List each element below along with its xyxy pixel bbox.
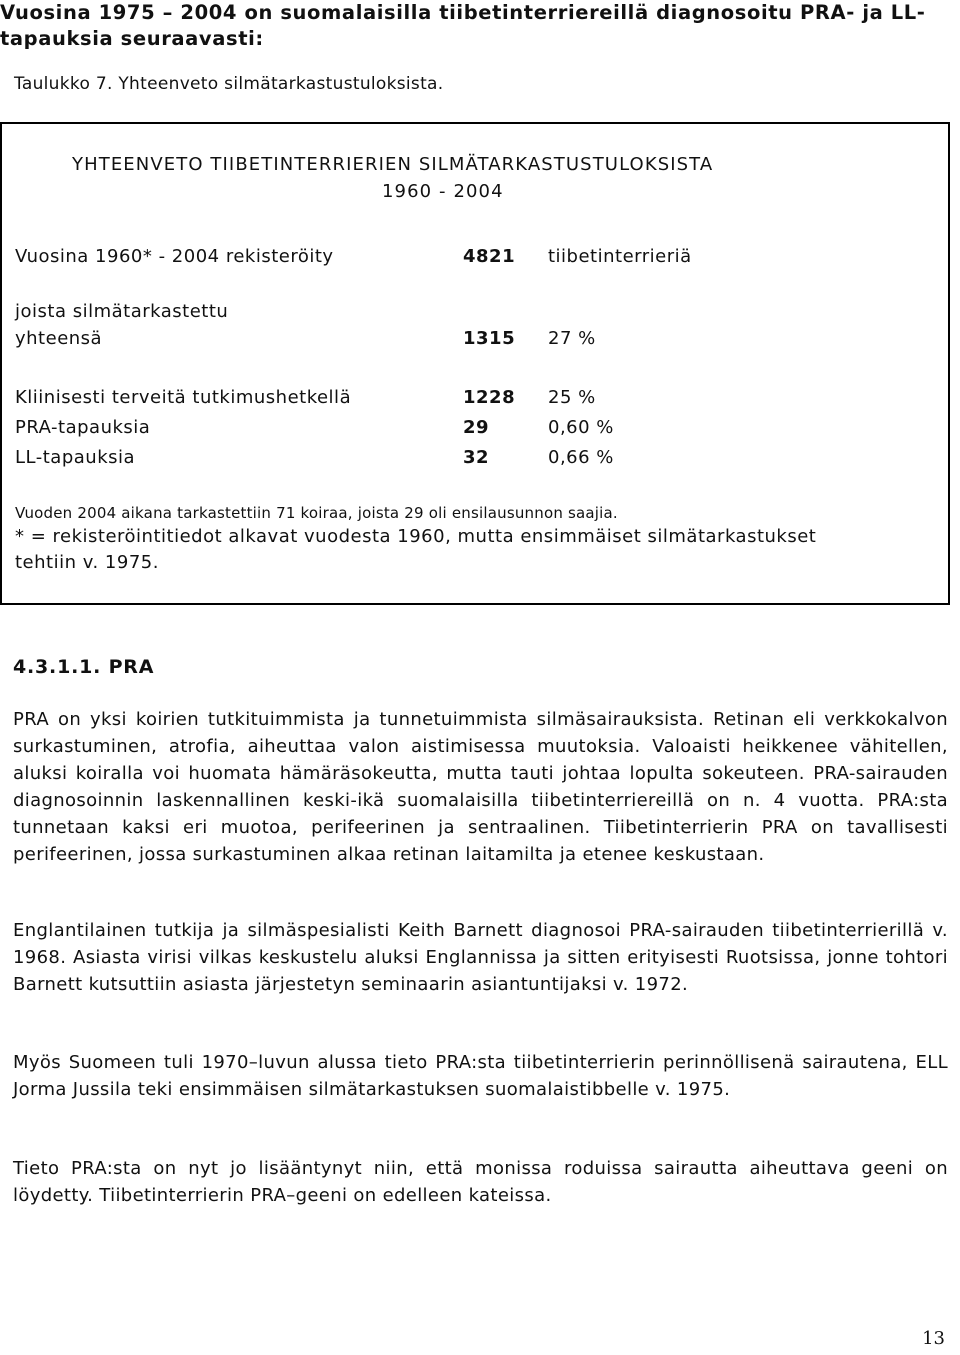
table-caption: Taulukko 7. Yhteenveto silmätarkastustuloksista. [14, 74, 444, 94]
table-title: YHTEENVETO TIIBETINTERRIERIEN SILMÄTARKASTUSTULOKSISTA [72, 154, 714, 175]
row-value: 29 [463, 417, 490, 438]
row-percent: 0,66 % [548, 447, 614, 468]
examined-label-line2: yhteensä [15, 328, 103, 349]
paragraph: Tieto PRA:sta on nyt jo lisääntynyt niin, että monissa roduissa sairautta aiheuttava geeni on löydetty. Tiibetinterrierin PRA–geeni on edelleen kateissa. [13, 1158, 948, 1206]
table-title-years: 1960 - 2004 [382, 181, 504, 202]
registered-value: 4821 [463, 246, 516, 267]
row-value: 32 [463, 447, 490, 468]
paragraph: Englantilainen tutkija ja silmäspesialisti Keith Barnett diagnosoi PRA-sairauden tiibetinterrierillä v. 1968. Asiasta virisi vilkas keskustelu aluksi Englannissa ja sitten erityisesti Ruotsissa, jonne tohtori Barnett kutsuttiin asiasta järjestetyn seminaarin asiantuntijaksi v. 1972. [13, 920, 948, 995]
row-label: LL-tapauksia [15, 447, 136, 468]
row-value: 1228 [463, 387, 516, 408]
row-percent: 0,60 % [548, 417, 614, 438]
row-percent: 25 % [548, 387, 596, 408]
registered-label: Vuosina 1960* - 2004 rekisteröity [15, 246, 334, 267]
registered-unit: tiibetinterrieriä [548, 246, 692, 267]
table-note: Vuoden 2004 aikana tarkastettiin 71 koiraa, joista 29 oli ensilausunnon saajia. [15, 504, 618, 522]
page-number: 13 [922, 1328, 945, 1349]
examined-value: 1315 [463, 328, 516, 349]
row-label: PRA-tapauksia [15, 417, 151, 438]
section-heading: 4.3.1.1. PRA [13, 656, 155, 678]
examined-label-line1: joista silmätarkastettu [15, 301, 229, 322]
row-label: Kliinisesti terveitä tutkimushetkellä [15, 387, 352, 408]
paragraph: PRA on yksi koirien tutkituimmista ja tunnetuimmista silmäsairauksista. Retinan eli verkkokalvon surkastuminen, atrofia, aiheuttaa valon aistimisessa muutoksia. Valoaisti heikkenee vähitellen, aluksi koiralla voi huomata hämäräsokeutta, mutta tauti johtaa lopulta sokeuteen. PRA-sairauden diagnosoinnin laskennallinen keski-ikä suomalaisilla tiibetinterriereillä on n. 4 vuotta. PRA:sta tunnetaan kaksi eri muotoa, perifeerinen ja sentraalinen. Tiibetinterrierin PRA on tavallisesti perifeerinen, jossa surkastuminen alkaa retinan laitamilta ja etenee keskustaan. [13, 709, 948, 865]
table-footnote-line2: tehtiin v. 1975. [15, 552, 159, 573]
page-heading: Vuosina 1975 – 2004 on suomalaisilla tiibetinterriereillä diagnosoitu PRA- ja LL-tapauksia seuraavasti: [0, 1, 926, 50]
paragraph: Myös Suomeen tuli 1970–luvun alussa tieto PRA:sta tiibetinterrierin perinnöllisenä sairautena, ELL Jorma Jussila teki ensimmäisen silmätarkastuksen suomalaistibbelle v. 1975. [13, 1052, 948, 1100]
table-footnote-line1: * = rekisteröintitiedot alkavat vuodesta 1960, mutta ensimmäiset silmätarkastukset [15, 526, 817, 547]
summary-table-box [0, 122, 950, 605]
examined-percent: 27 % [548, 328, 596, 349]
